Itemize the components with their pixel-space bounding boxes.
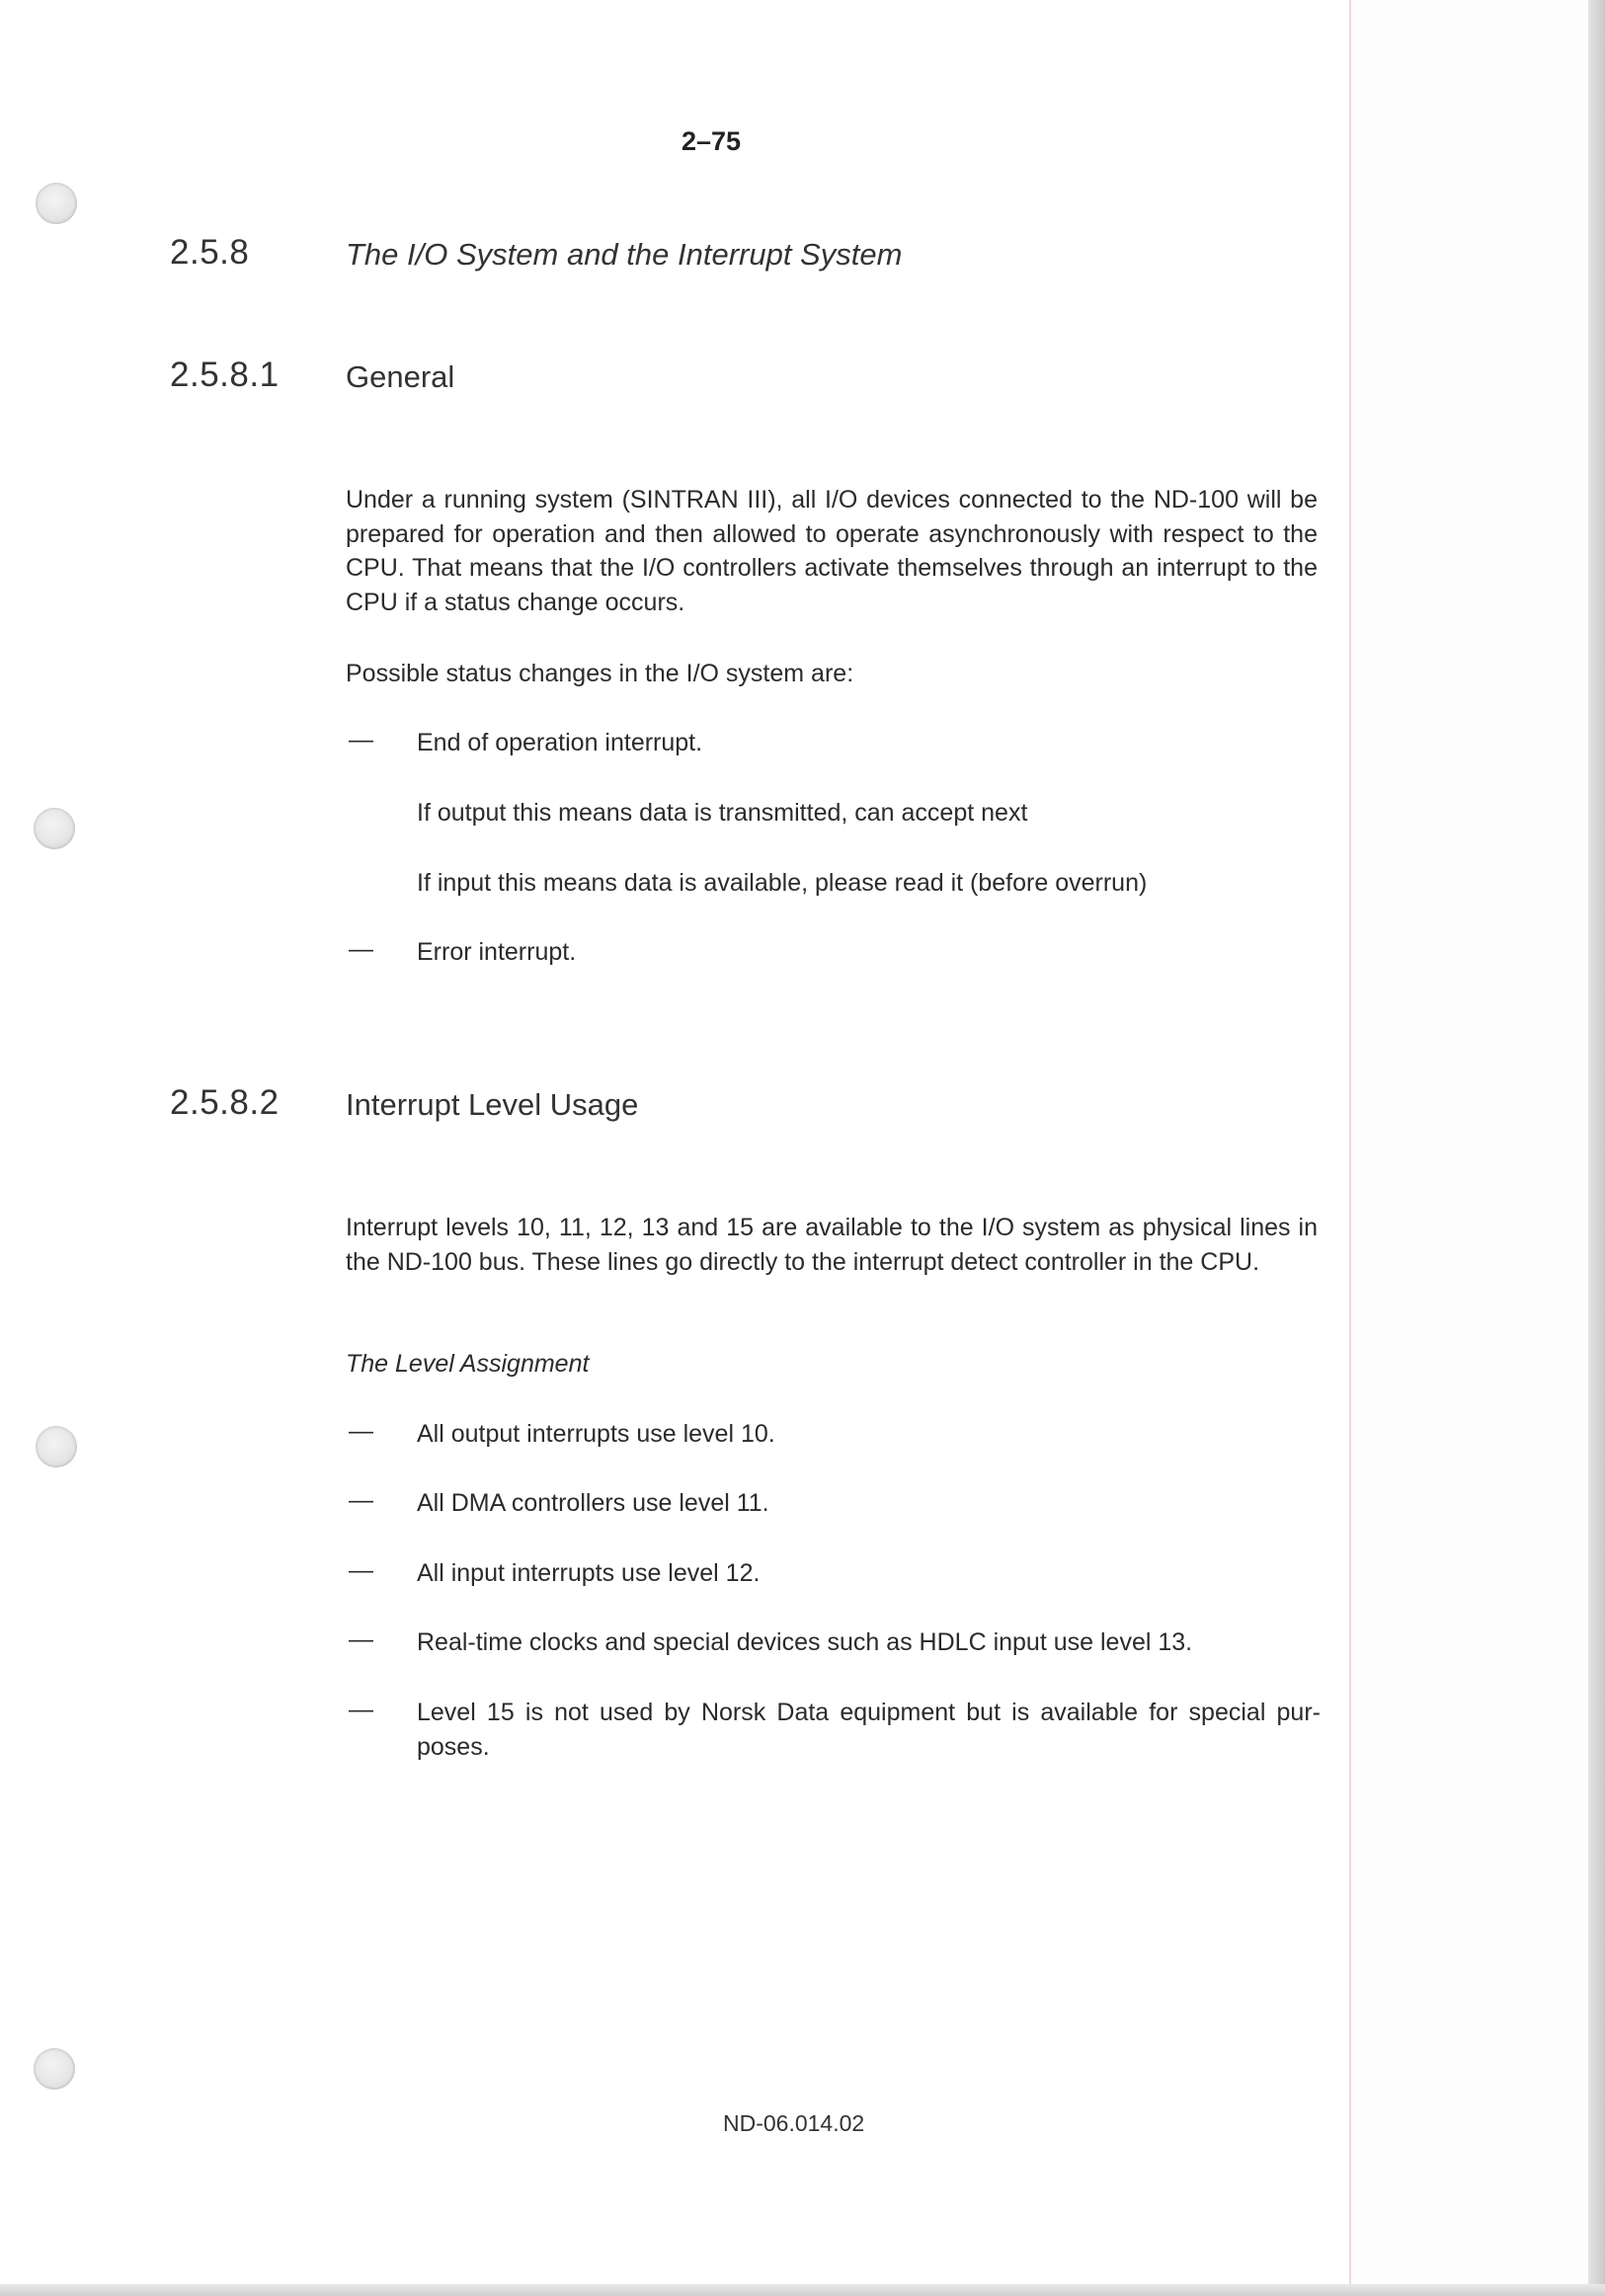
body-paragraph: Interrupt levels 10, 11, 12, 13 and 15 are available to the I/O system as physical lines in the ND-100 bus. These lines go directly to the interrupt detect controller in the CPU. — [346, 1214, 1318, 1276]
list-item: All input interrupts use level 12. — [417, 1559, 761, 1587]
document-id: ND-06.014.02 — [723, 2110, 865, 2136]
list-dash: — — [349, 1417, 373, 1445]
body-paragraph: Under a running system (SINTRAN III), all I/O devices connected to the ND-100 will be prepared for operation and then allowed to operate asynchronously with respect to the CPU. That means that the I/O controllers activate themselves through an interrupt to the CPU if a status change occurs. — [346, 486, 1318, 616]
section-number: 2.5.8 — [170, 233, 250, 272]
list-dash: — — [349, 935, 373, 963]
punch-hole — [34, 808, 75, 849]
punch-hole — [34, 2048, 75, 2090]
list-item: End of operation interrupt. — [417, 729, 703, 756]
subsection-number: 2.5.8.2 — [170, 1083, 280, 1122]
list-item: Real-time clocks and special devices such as HDLC input use level 13. — [417, 1628, 1193, 1656]
list-dash: — — [349, 1696, 373, 1723]
list-item: Error interrupt. — [417, 938, 577, 966]
list-dash: — — [349, 1556, 373, 1584]
list-intro: Possible status changes in the I/O system are: — [346, 660, 854, 687]
subsection-number: 2.5.8.1 — [170, 356, 280, 394]
list-dash: — — [349, 726, 373, 753]
list-item-detail: If output this means data is transmitted, can accept next — [417, 799, 1028, 827]
list-dash: — — [349, 1625, 373, 1653]
list-item: All DMA controllers use level 11. — [417, 1489, 769, 1517]
list-dash: — — [349, 1486, 373, 1514]
page-number: 2–75 — [682, 126, 742, 156]
punch-hole — [36, 1426, 77, 1467]
list-item: All output interrupts use level 10. — [417, 1420, 775, 1448]
page-right-margin — [1351, 0, 1588, 2296]
scan-shadow-bottom — [0, 2284, 1605, 2296]
subsection-title: General — [346, 359, 455, 394]
page-margin-line — [1349, 0, 1351, 2296]
subsection-title: Interrupt Level Usage — [346, 1087, 639, 1122]
punch-hole — [36, 183, 77, 224]
subheading: The Level Assignment — [346, 1350, 590, 1378]
list-item-detail: If input this means data is available, please read it (before overrun) — [417, 869, 1148, 897]
list-item: Level 15 is not used by Norsk Data equipment but is available for special pur-poses. — [417, 1699, 1321, 1761]
scan-shadow-right — [1588, 0, 1605, 2296]
section-title: The I/O System and the Interrupt System — [346, 237, 903, 272]
